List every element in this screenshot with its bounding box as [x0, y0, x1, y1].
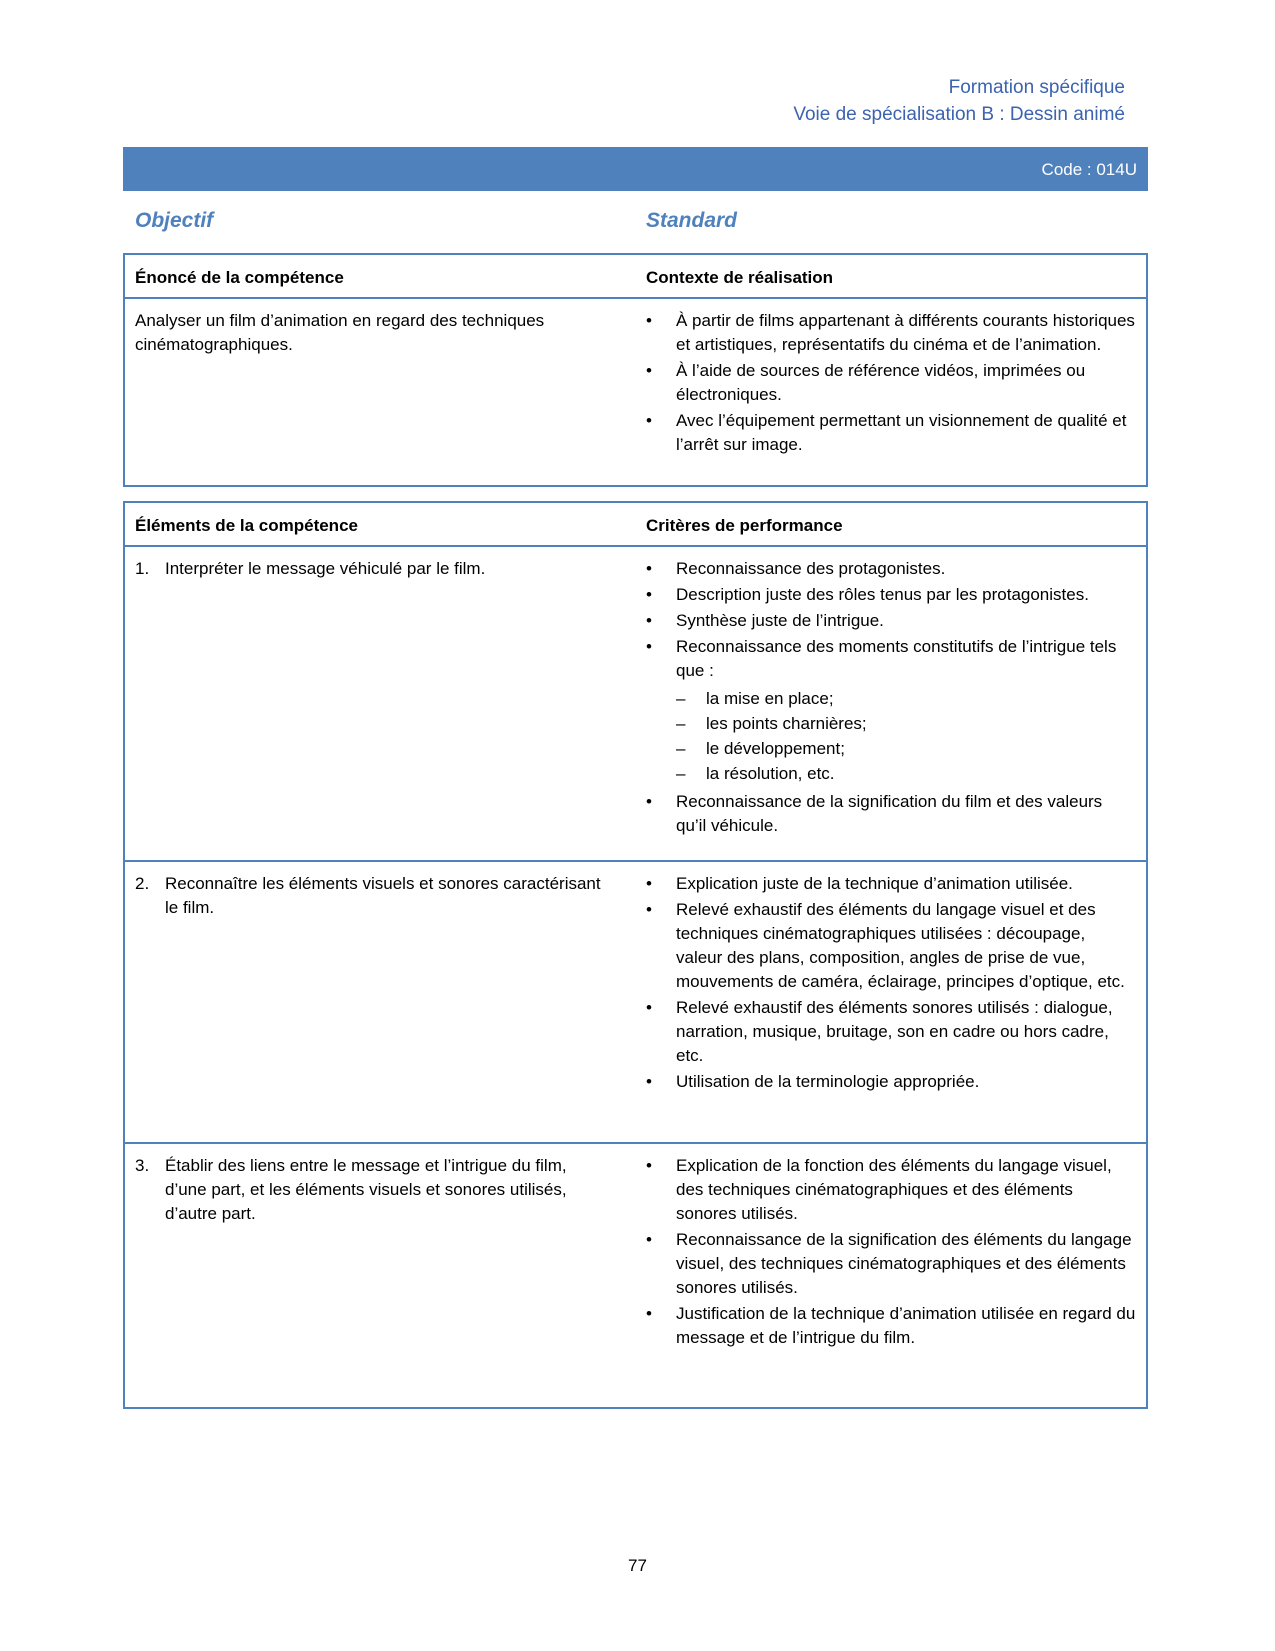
- bullet-icon: •: [646, 874, 652, 893]
- criteria-list: [646, 872, 1136, 1096]
- header-formation: Formation spécifique: [948, 77, 1125, 98]
- criteria-item: • Justification de la technique d’animation utilisée en regard du message et de l’intrigue du film.: [646, 1304, 1136, 1347]
- criteria-sub-list: [676, 687, 1136, 786]
- criteres-header: Critères de performance: [646, 516, 843, 535]
- element-number: 3.: [135, 1156, 150, 1175]
- document-header: [793, 74, 1125, 128]
- element-number: 2.: [135, 874, 150, 893]
- bullet-icon: •: [646, 361, 652, 380]
- element-text: 2. Reconnaître les éléments visuels et sonores caractérisant le film.: [135, 874, 601, 917]
- elements-box: [123, 501, 1148, 1409]
- bullet-icon: •: [646, 1304, 652, 1323]
- criteria-item: • Utilisation de la terminologie appropriée.: [646, 1070, 1136, 1094]
- criteria-sub-item: – les points charnières;: [676, 712, 1136, 736]
- criteria-list: [646, 557, 1136, 840]
- competence-row: [125, 299, 1146, 485]
- element-row-2: [125, 862, 1146, 1144]
- code-label: Code : 014U: [1041, 160, 1137, 179]
- bullet-icon: •: [646, 900, 652, 919]
- bullet-icon: •: [646, 611, 652, 630]
- dash-icon: –: [676, 739, 686, 758]
- element-number: 1.: [135, 559, 150, 578]
- element-text: 1. Interpréter le message véhiculé par le film.: [135, 557, 605, 581]
- bullet-icon: •: [646, 1156, 652, 1175]
- criteria-item: • Relevé exhaustif des éléments du langage visuel et des techniques cinématographiques utilisées : découpage, valeur des plans, composition, angles de prise de vue, mouvements de caméra, éclairage, principes d’optique, etc.: [646, 900, 1125, 991]
- header-specialisation: Voie de spécialisation B : Dessin animé: [793, 104, 1125, 125]
- criteria-item: • Relevé exhaustif des éléments sonores utilisés : dialogue, narration, musique, bruitage, son en cadre ou hors cadre, etc.: [646, 998, 1113, 1065]
- criteria-item: • Reconnaissance des protagonistes.: [646, 557, 1136, 581]
- enonce-header: Énoncé de la compétence: [135, 268, 344, 287]
- bullet-icon: •: [646, 559, 652, 578]
- criteria-item: • Synthèse juste de l’intrigue.: [646, 609, 1136, 633]
- section-objectif: Objectif: [135, 209, 214, 232]
- criteria-item: • Reconnaissance de la signification des éléments du langage visuel, des techniques cinématographiques et des éléments sonores utilisés.: [646, 1230, 1132, 1297]
- bullet-icon: •: [646, 1072, 652, 1091]
- criteria-list: [646, 1154, 1136, 1352]
- criteria-item: • Explication juste de la technique d’animation utilisée.: [646, 872, 1136, 896]
- bullet-icon: •: [646, 792, 652, 811]
- bullet-icon: •: [646, 311, 652, 330]
- criteria-sub-item: – la résolution, etc.: [676, 762, 1136, 786]
- dash-icon: –: [676, 689, 686, 708]
- elements-box-header: [125, 503, 1146, 547]
- contexte-header: Contexte de réalisation: [646, 268, 834, 287]
- bullet-icon: •: [646, 998, 652, 1017]
- context-item: • À l’aide de sources de référence vidéos, imprimées ou électroniques.: [646, 361, 1086, 404]
- competence-box: [123, 253, 1148, 487]
- bullet-icon: •: [646, 411, 652, 430]
- bullet-icon: •: [646, 637, 652, 656]
- criteria-item: • Reconnaissance des moments constitutifs de l’intrigue tels que : – la mise en place; – les points charnières; – le développement; – la résolution, etc.: [646, 635, 1136, 786]
- element-text: 3. Établir des liens entre le message et l’intrigue du film, d’une part, et les éléments visuels et sonores utilisés, d’autre part.: [135, 1156, 567, 1223]
- dash-icon: –: [676, 764, 686, 783]
- criteria-item: • Description juste des rôles tenus par les protagonistes.: [646, 583, 1136, 607]
- section-standard: Standard: [646, 209, 738, 232]
- element-row-1: [125, 547, 1146, 862]
- competence-box-header: [125, 255, 1146, 299]
- code-bar: [123, 147, 1148, 191]
- page-number: 77: [628, 1556, 647, 1575]
- criteria-item: • Reconnaissance de la signification du film et des valeurs qu’il véhicule.: [646, 792, 1103, 835]
- bullet-icon: •: [646, 585, 652, 604]
- criteria-sub-item: – le développement;: [676, 737, 1136, 761]
- context-item: • À partir de films appartenant à différents courants historiques et artistiques, représentatifs du cinéma et de l’animation.: [646, 311, 1135, 354]
- competence-statement: Analyser un film d’animation en regard des techniques cinématographiques.: [135, 311, 545, 354]
- context-item: • Avec l’équipement permettant un visionnement de qualité et l’arrêt sur image.: [646, 411, 1127, 454]
- elements-header: Éléments de la compétence: [135, 516, 358, 535]
- element-row-3: [125, 1144, 1146, 1405]
- dash-icon: –: [676, 714, 686, 733]
- bullet-icon: •: [646, 1230, 652, 1249]
- criteria-item: • Explication de la fonction des éléments du langage visuel, des techniques cinématographiques et des éléments sonores utilisés.: [646, 1156, 1112, 1223]
- criteria-sub-item: – la mise en place;: [676, 687, 1136, 711]
- context-list: [646, 309, 1136, 459]
